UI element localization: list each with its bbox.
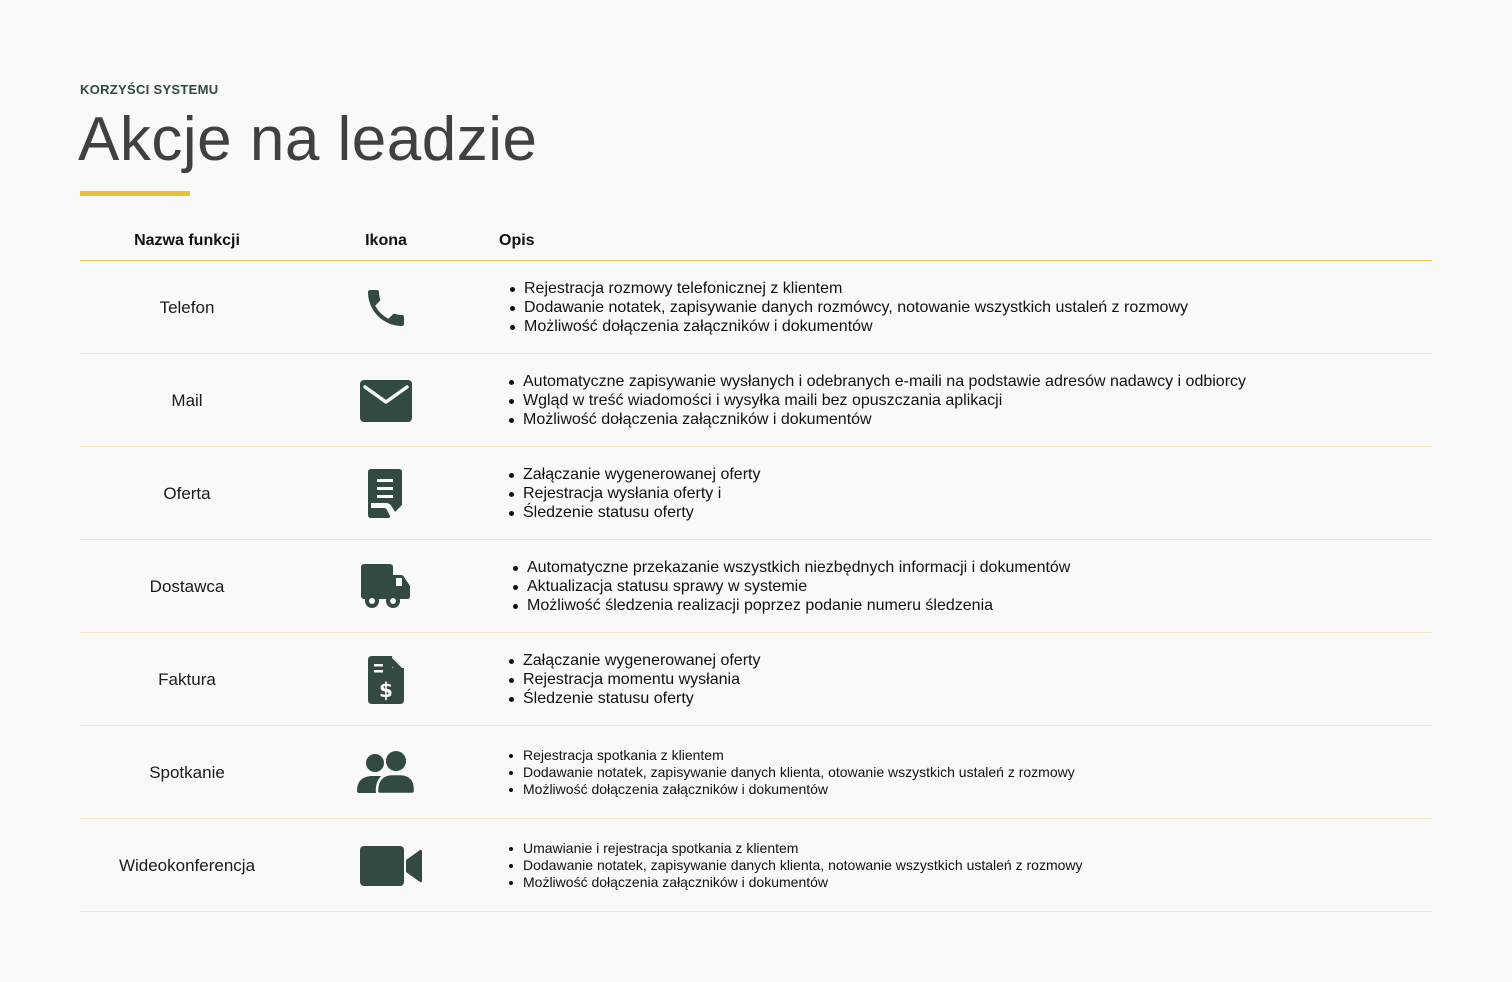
feature-description-list xyxy=(508,651,760,708)
feature-description-list xyxy=(508,840,1083,891)
feature-description-list xyxy=(508,747,1075,798)
feature-name: Spotkanie xyxy=(149,762,225,782)
list-item: Umawianie i rejestracja spotkania z klientem xyxy=(508,840,1083,857)
feature-name: Wideokonferencja xyxy=(118,855,256,875)
eyebrow-label: KORZYŚCI SYSTEMU xyxy=(80,82,219,97)
table-row-wideokonferencja xyxy=(80,819,1432,912)
list-item: Śledzenie statusu oferty xyxy=(508,689,760,708)
users-icon xyxy=(357,751,415,795)
list-item: Możliwość dołączenia załączników i dokumentów xyxy=(509,317,1188,336)
invoice-icon xyxy=(368,656,404,704)
phone-icon xyxy=(362,284,410,332)
list-item: Rejestracja wysłania oferty i xyxy=(508,484,760,503)
video-camera-icon xyxy=(360,846,422,886)
list-item: Załączanie wygenerowanej oferty xyxy=(508,465,760,484)
table-header xyxy=(80,222,1432,261)
list-item: Śledzenie statusu oferty xyxy=(508,503,760,522)
list-item: Dodawanie notatek, zapisywanie danych klienta, otowanie wszystkich ustaleń z rozmowy xyxy=(508,764,1075,781)
list-item: Załączanie wygenerowanej oferty xyxy=(508,651,760,670)
list-item: Możliwość dołączenia załączników i dokumentów xyxy=(508,781,1075,798)
feature-description-list xyxy=(512,558,1070,615)
list-item: Automatyczne zapisywanie wysłanych i odebranych e-maili na podstawie adresów nadawcy i odbiorcy xyxy=(508,372,1246,391)
list-item: Rejestracja spotkania z klientem xyxy=(508,747,1075,764)
table-row-faktura xyxy=(80,633,1432,726)
svg-text:$: $ xyxy=(379,677,393,702)
feature-name: Telefon xyxy=(159,297,215,317)
features-table xyxy=(80,222,1432,912)
feature-name: Oferta xyxy=(163,483,211,503)
list-item: Możliwość śledzenia realizacji poprzez podanie numeru śledzenia xyxy=(512,596,1070,615)
feature-name: Dostawca xyxy=(149,576,225,596)
list-item: Rejestracja rozmowy telefonicznej z klientem xyxy=(509,279,1188,298)
list-item: Automatyczne przekazanie wszystkich niezbędnych informacji i dokumentów xyxy=(512,558,1070,577)
list-item: Dodawanie notatek, zapisywanie danych klienta, notowanie wszystkich ustaleń z rozmowy xyxy=(508,857,1083,874)
feature-description-list xyxy=(508,465,760,522)
list-item: Aktualizacja statusu sprawy w systemie xyxy=(512,577,1070,596)
feature-description-list xyxy=(508,372,1246,429)
list-item: Możliwość dołączenia załączników i dokumentów xyxy=(508,410,1246,429)
feature-name: Mail xyxy=(171,390,203,410)
column-header-name: Nazwa funkcji xyxy=(134,232,240,249)
document-icon xyxy=(368,469,404,519)
truck-icon xyxy=(361,564,411,610)
list-item: Możliwość dołączenia załączników i dokumentów xyxy=(508,874,1083,891)
column-header-description: Opis xyxy=(499,232,535,249)
table-row-dostawca xyxy=(80,540,1432,633)
table-row-oferta xyxy=(80,447,1432,540)
table-row-mail xyxy=(80,354,1432,447)
table-row-spotkanie xyxy=(80,726,1432,819)
envelope-icon xyxy=(360,380,412,422)
list-item: Dodawanie notatek, zapisywanie danych rozmówcy, notowanie wszystkich ustaleń z rozmowy xyxy=(509,298,1188,317)
table-row-telefon xyxy=(80,261,1432,354)
title-accent-bar xyxy=(80,191,190,196)
page-title: Akcje na leadzie xyxy=(78,105,538,174)
list-item: Wgląd w treść wiadomości i wysyłka maili bez opuszczania aplikacji xyxy=(508,391,1246,410)
feature-name: Faktura xyxy=(158,669,216,689)
column-header-icon: Ikona xyxy=(365,232,407,249)
feature-description-list xyxy=(509,279,1188,336)
list-item: Rejestracja momentu wysłania xyxy=(508,670,760,689)
